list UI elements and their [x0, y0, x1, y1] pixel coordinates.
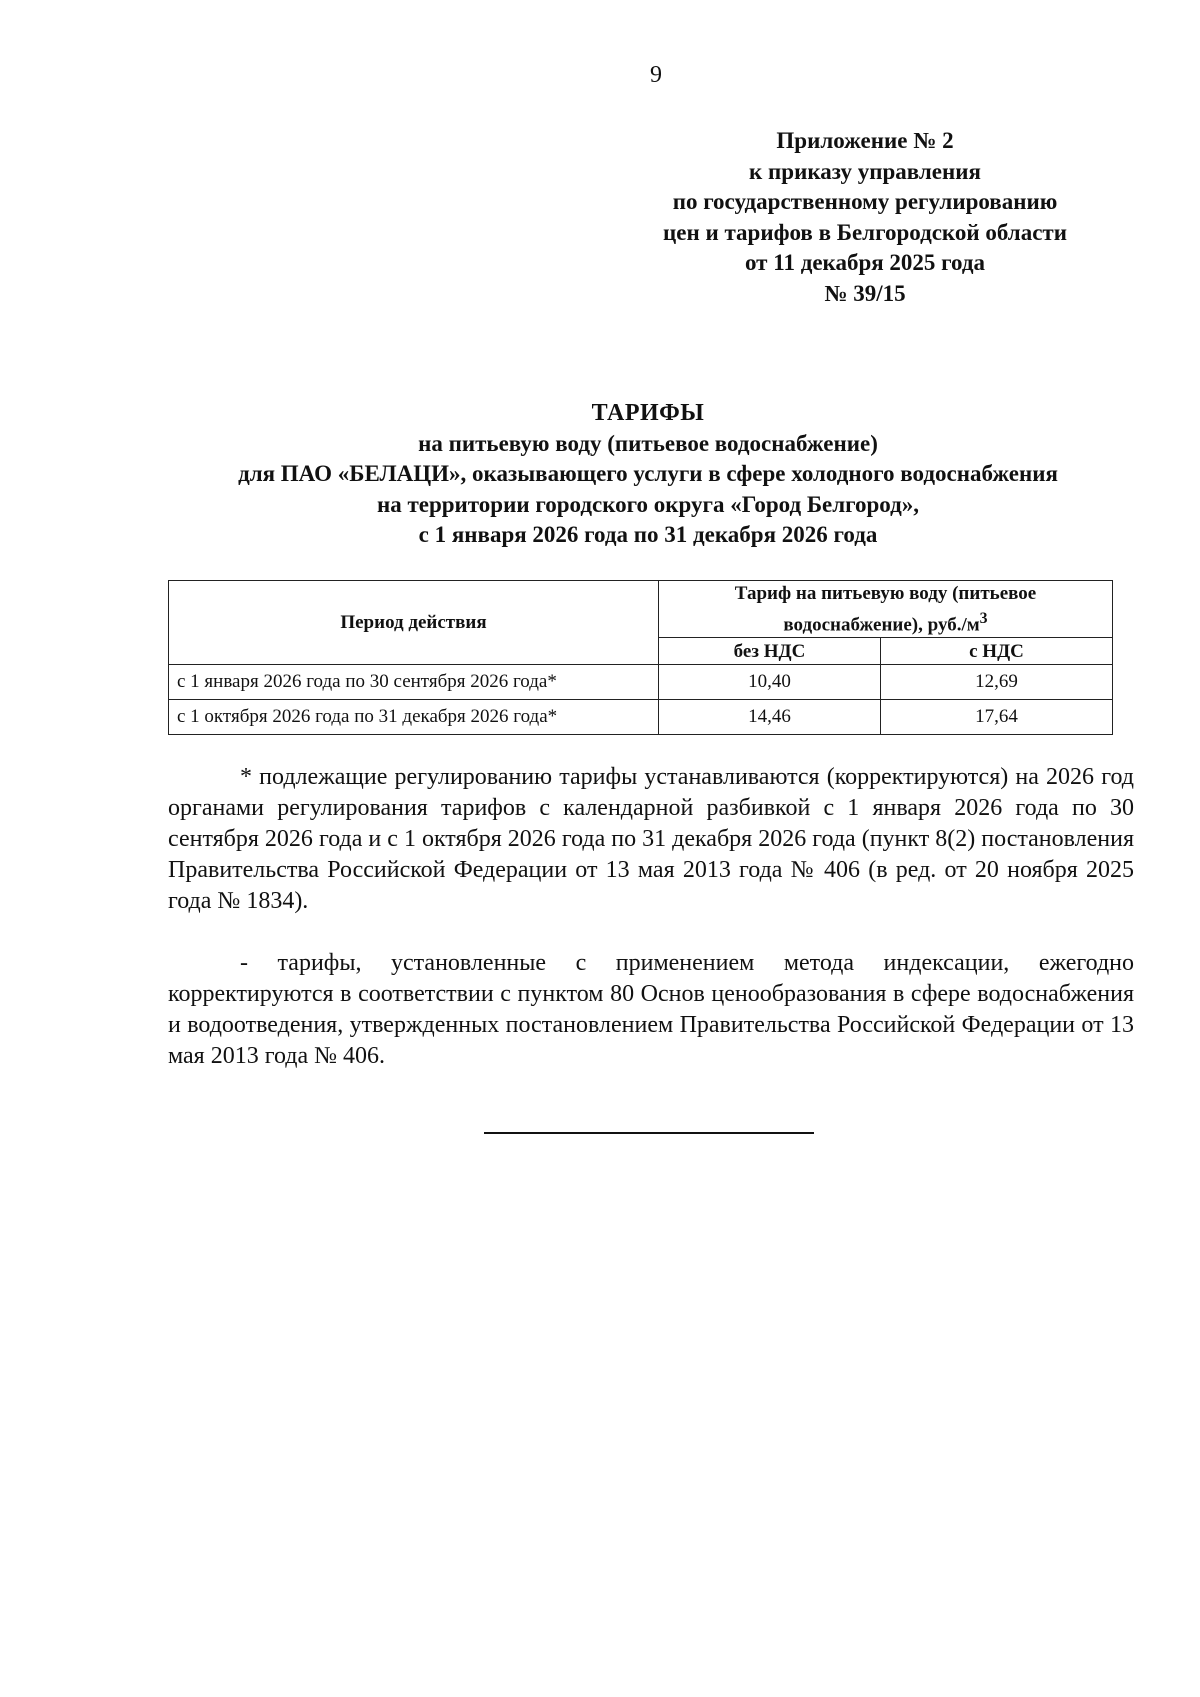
header-tariff-text: Тариф на питьевую воду (питьевое водоснабжение), руб./м — [734, 583, 1037, 636]
tariff-table — [168, 580, 1113, 735]
title-line: на территории городского округа «Город Белгород», — [376, 491, 920, 517]
header-tariff-sup: 3 — [979, 610, 988, 627]
title-line: с 1 января 2026 года по 31 декабря 2026 года — [418, 522, 878, 547]
appendix-line: по государственному регулированию — [672, 189, 1058, 214]
title-main: ТАРИФЫ — [591, 400, 705, 426]
appendix-line: Приложение № 2 — [776, 128, 954, 153]
cell-vat: 12,69 — [881, 665, 1113, 700]
header-no-vat: без НДС — [659, 638, 881, 665]
appendix-line: к приказу управления — [749, 158, 981, 184]
cell-no-vat: 14,46 — [659, 700, 881, 735]
page-number: 9 — [650, 62, 662, 88]
header-tariff — [659, 581, 1113, 638]
appendix-line: от 11 декабря 2025 года — [744, 250, 986, 275]
appendix-line: цен и тарифов в Белгородской области — [663, 219, 1067, 245]
cell-no-vat: 10,40 — [659, 665, 881, 700]
table-row — [169, 700, 1113, 735]
table-row — [169, 665, 1113, 700]
closing-divider — [484, 1132, 814, 1134]
table-header-row — [169, 581, 1113, 638]
header-vat: с НДС — [881, 638, 1113, 665]
footnote-paragraph: * подлежащие регулированию тарифы устанавливаются (корректируются) на 2026 год органами регулирования тарифов с календарной разбивкой с 1 января 2026 года по 30 сентября 2026 года и с 1 октября 2026 года по 31 декабря 2026 года (пункт 8(2) постановления Правительства Российской Федерации от 13 мая 2013 года № 406 (в ред. от 20 ноября 2025 года № 1834). — [168, 764, 1134, 914]
appendix-line: № 39/15 — [824, 280, 906, 306]
appendix-header — [620, 126, 1110, 309]
notes-section — [168, 762, 1134, 1072]
title-line: на питьевую воду (питьевое водоснабжение) — [418, 430, 878, 456]
cell-vat: 17,64 — [881, 700, 1113, 735]
title-line: для ПАО «БЕЛАЦИ», оказывающего услуги в сфере холодного водоснабжения — [238, 461, 1058, 486]
header-period: Период действия — [169, 581, 659, 665]
document-title — [168, 398, 1128, 551]
cell-period: с 1 января 2026 года по 30 сентября 2026 года* — [169, 665, 659, 700]
cell-period: с 1 октября 2026 года по 31 декабря 2026 года* — [169, 700, 659, 735]
note-paragraph: - тарифы, установленные с применением метода индексации, ежегодно корректируются в соответствии с пунктом 80 Основ ценообразования в сфере водоснабжения и водоотведения, утвержденных постановлением Правительства Российской Федерации от 13 мая 2013 года № 406. — [168, 950, 1134, 1069]
